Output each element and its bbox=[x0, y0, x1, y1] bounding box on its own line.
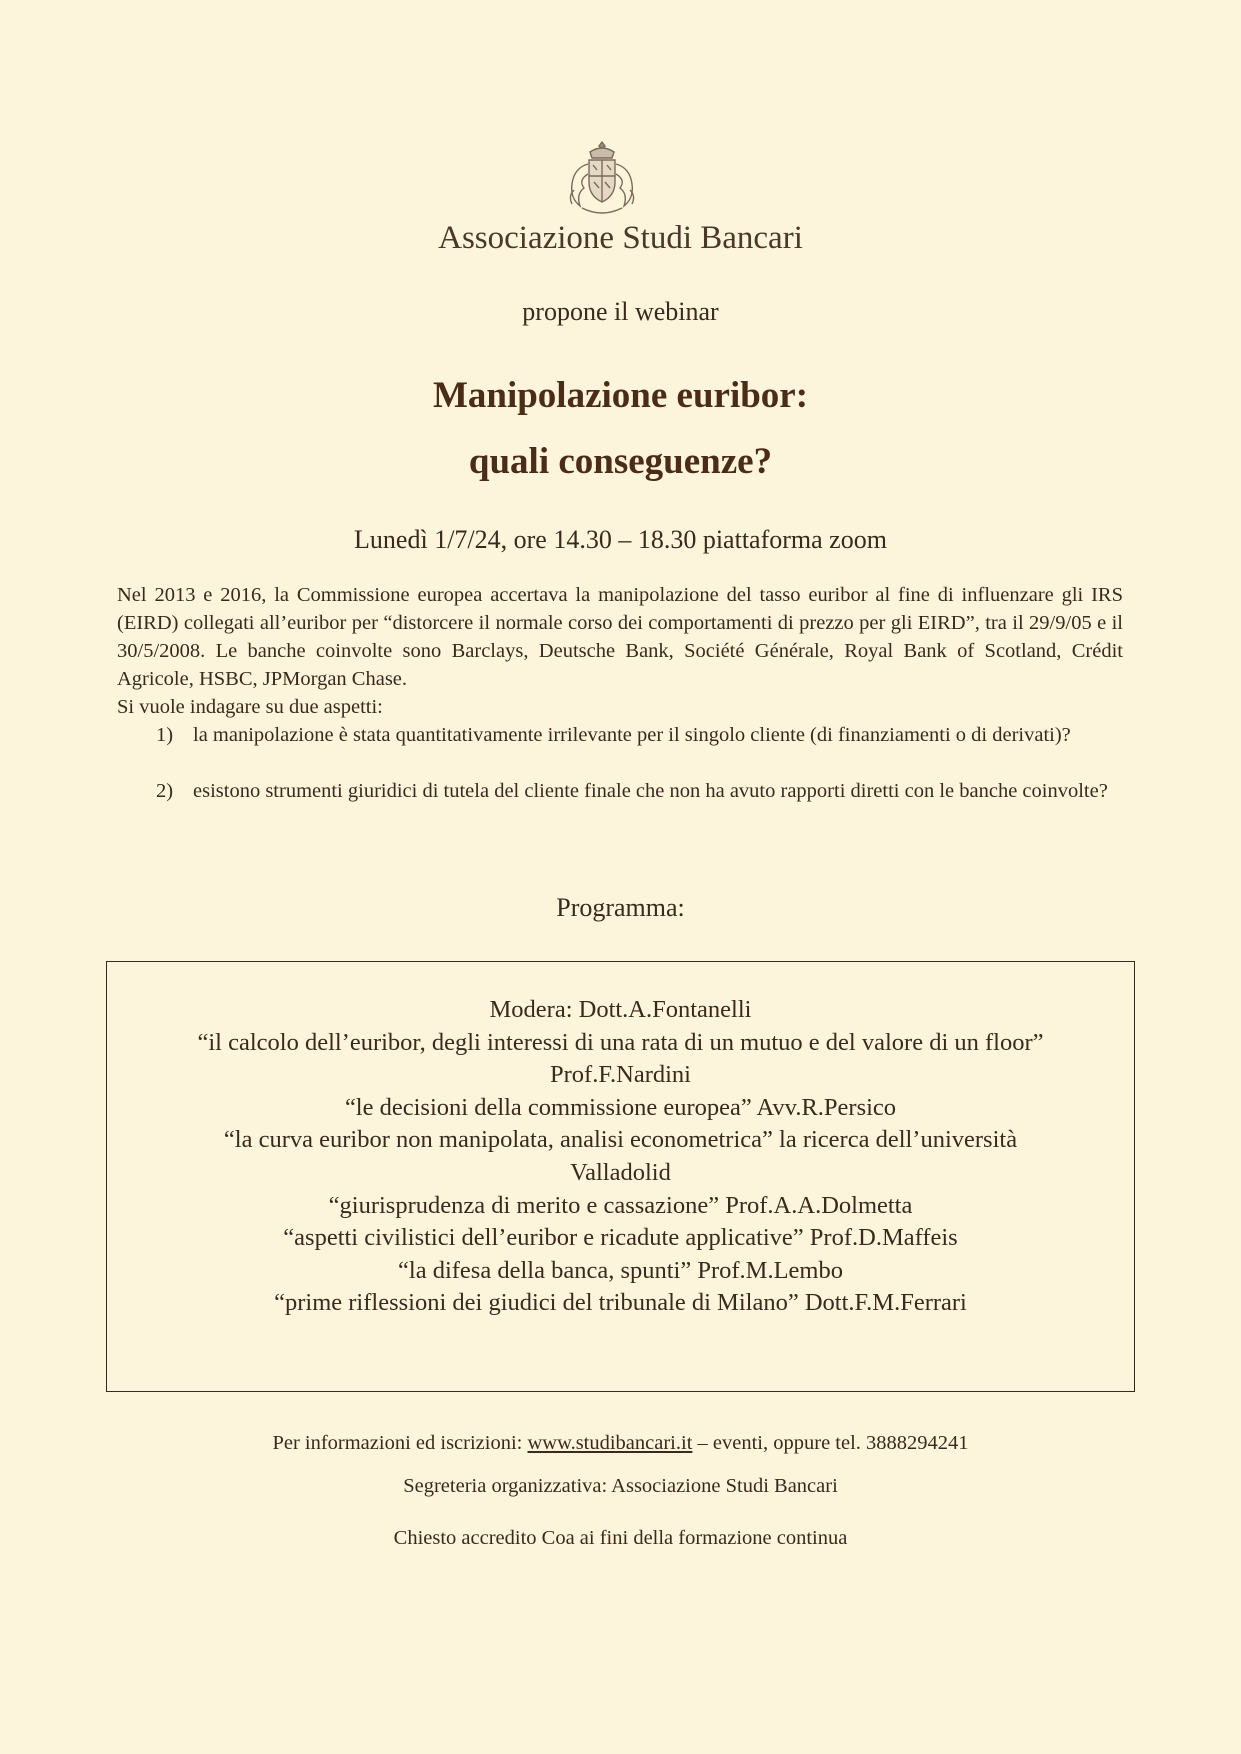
contact-info-prefix: Per informazioni ed iscrizioni: bbox=[272, 1432, 528, 1454]
list-item-text: esistono strumenti giuridici di tutela del cliente finale che non ha avuto rapporti diretti con le banche coinvolte? bbox=[193, 780, 1108, 802]
list-item-text: la manipolazione è stata quantitativamente irrilevante per il singolo cliente (di finanziamenti o di derivati)? bbox=[193, 724, 1071, 746]
program-line: “la difesa della banca, spunti” Prof.M.Lembo bbox=[398, 1256, 843, 1284]
organization-name: Associazione Studi Bancari bbox=[438, 220, 803, 256]
program-line: Valladolid bbox=[570, 1158, 671, 1186]
program-line: “le decisioni della commissione europea” Avv.R.Persico bbox=[344, 1093, 897, 1121]
event-details: Lunedì 1/7/24, ore 14.30 – 18.30 piattaforma zoom bbox=[354, 525, 887, 554]
description-paragraph: Nel 2013 e 2016, la Commissione europea accertava la manipolazione del tasso euribor al fine di influenzare gli IRS (EIRD) collegati all’euribor per “distorcere il normale corso dei comportamenti di prezzo per gli EIRD”, tra il 29/9/05 e il 30/5/2008. Le banche coinvolte sono Barclays, Deutsche Bank, Société Générale, Royal Bank of Scotland, Crédit Agricole, HSBC, JPMorgan Chase. bbox=[117, 584, 1123, 690]
program-box bbox=[106, 961, 1135, 1392]
program-line: “giurisprudenza di merito e cassazione” Prof.A.A.Dolmetta bbox=[328, 1191, 913, 1219]
list-item bbox=[156, 721, 1123, 777]
program-line: “prime riflessioni dei giudici del tribunale di Milano” Dott.F.M.Ferrari bbox=[274, 1289, 967, 1317]
program-line: “la curva euribor non manipolata, analisi econometrica” la ricerca dell’università bbox=[223, 1126, 1018, 1154]
list-item-number: 2) bbox=[156, 780, 174, 802]
accreditation-note: Chiesto accredito Coa ai fini della formazione continua bbox=[393, 1527, 848, 1549]
aspects-lead: Si vuole indagare su due aspetti: bbox=[117, 696, 383, 718]
webinar-title-line1: Manipolazione euribor: bbox=[432, 375, 809, 416]
contact-info-suffix: – eventi, oppure tel. 3888294241 bbox=[692, 1432, 969, 1454]
program-line: Prof.F.Nardini bbox=[550, 1061, 691, 1089]
website-link[interactable]: www.studibancari.it bbox=[527, 1432, 693, 1454]
program-heading: Programma: bbox=[556, 893, 685, 922]
contact-info bbox=[0, 1432, 1241, 1455]
list-item bbox=[156, 777, 1123, 833]
program-line: “il calcolo dell’euribor, degli interessi di una rata di un mutuo e del valore di un floor” bbox=[197, 1028, 1044, 1056]
intro-line: propone il webinar bbox=[522, 297, 719, 326]
program-list bbox=[107, 994, 1134, 1320]
program-line: Modera: Dott.A.Fontanelli bbox=[489, 996, 752, 1023]
program-line: “aspetti civilistici dell’euribor e ricadute applicative” Prof.D.Maffeis bbox=[283, 1224, 958, 1252]
coat-of-arms-icon bbox=[560, 138, 644, 218]
list-item-number: 1) bbox=[156, 724, 174, 746]
webinar-title-line2: quali conseguenze? bbox=[468, 441, 773, 482]
secretariat: Segreteria organizzativa: Associazione Studi Bancari bbox=[403, 1475, 838, 1497]
